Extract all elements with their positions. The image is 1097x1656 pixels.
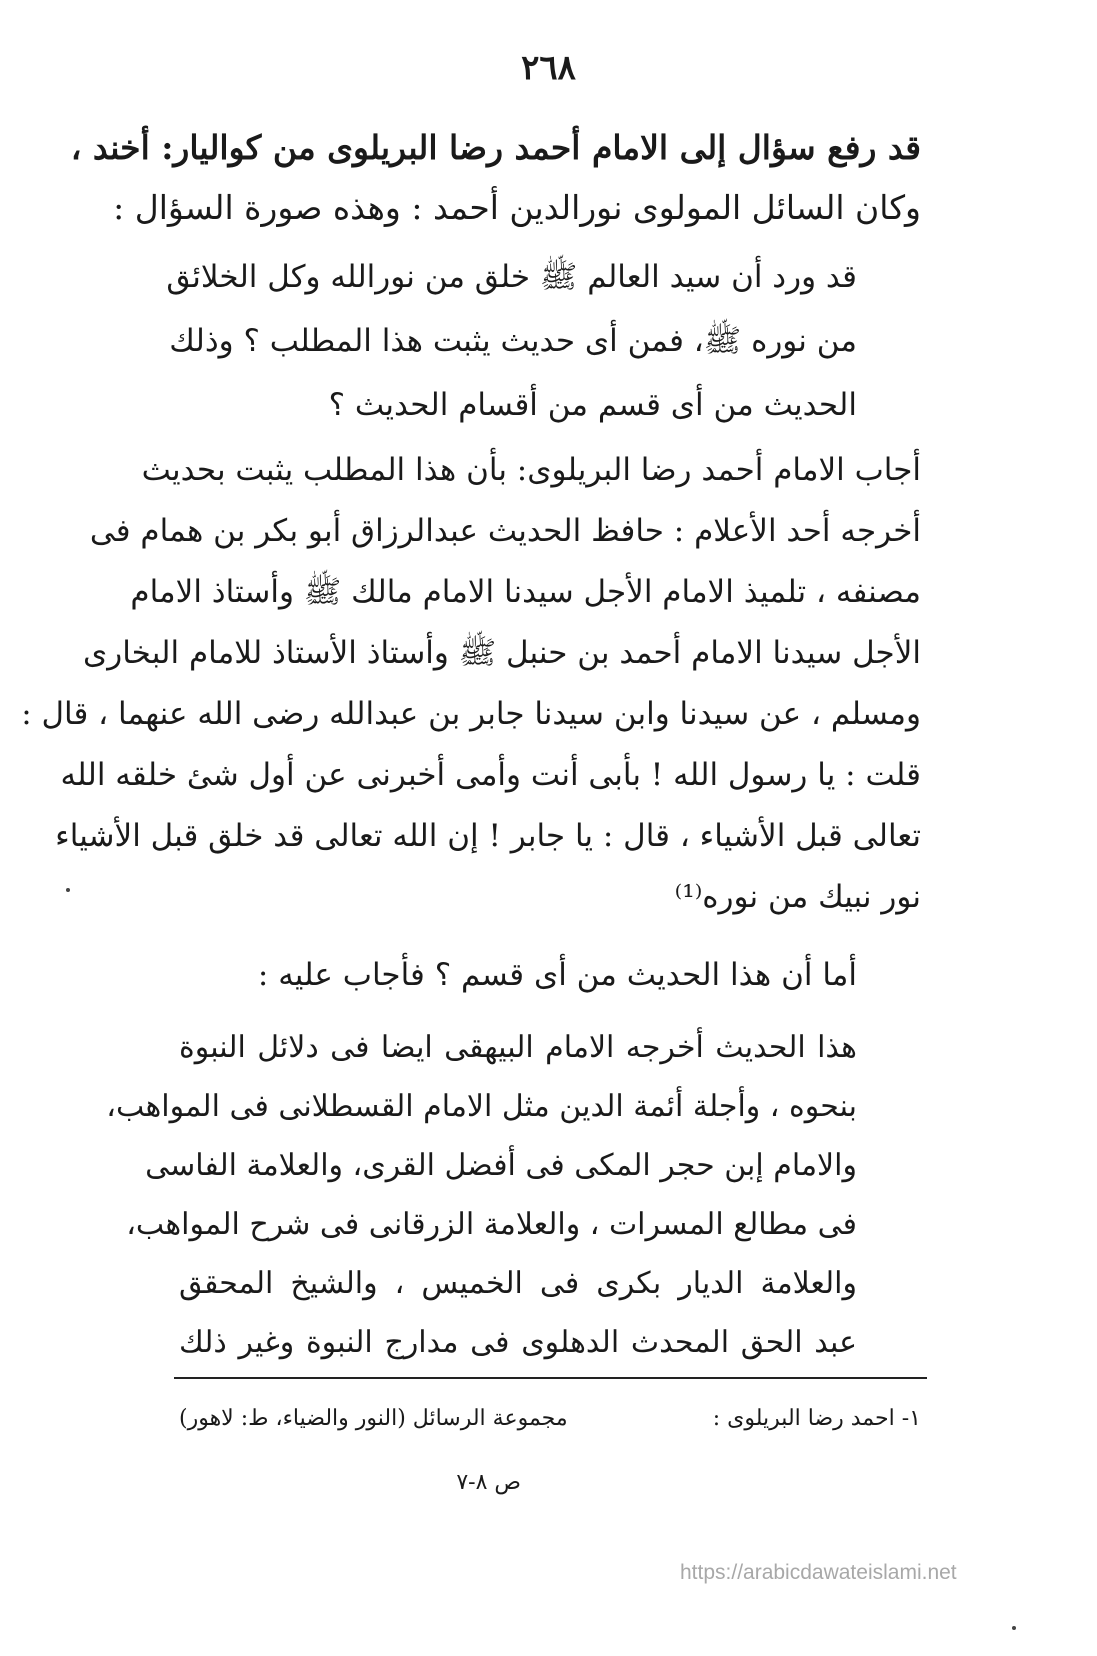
- text-line: والعلامة الديار بكرى فى الخميس ، والشيخ المحقق: [179, 1266, 857, 1301]
- watermark-url: https://arabicdawateislami.net: [680, 1561, 957, 1584]
- text-line: قد ورد أن سيد العالم ﷺ خلق من نورالله وكل الخلائق: [166, 259, 857, 295]
- text-line: وكان السائل المولوى نورالدين أحمد : وهذه صورة السؤال :: [113, 188, 921, 227]
- text-line: تعالى قبل الأشياء ، قال : يا جابر ! إن الله تعالى قد خلق قبل الأشياء: [55, 818, 921, 854]
- footnote-divider: [174, 1377, 927, 1379]
- text-line: نور نبيك من نوره⁽¹⁾: [674, 879, 921, 915]
- page-number: ٢٦٨: [521, 48, 576, 88]
- footnote-source: مجموعة الرسائل (النور والضياء، ط: لاهور): [179, 1406, 568, 1431]
- answer-quote: [106, 1018, 857, 1372]
- footnote-author: احمد رضا البريلوى :: [712, 1406, 895, 1431]
- text-line: الحديث من أى قسم من أقسام الحديث ؟: [328, 387, 857, 423]
- text-line: والامام إبن حجر المكى فى أفضل القرى، والعلامة الفاسى: [145, 1148, 857, 1183]
- footnote-reference: [713, 1402, 921, 1436]
- text-line: أخرجه أحد الأعلام : حافظ الحديث عبدالرزاق أبو بكر بن همام فى: [89, 513, 921, 549]
- footnote-row: [179, 1402, 921, 1436]
- text-line: فى مطالع المسرات ، والعلامة الزرقانى فى شرح المواهب،: [126, 1207, 857, 1242]
- footnote-pages: ص ٨-٧: [456, 1470, 521, 1495]
- text-line: مصنفه ، تلميذ الامام الأجل سيدنا الامام مالك ﷺ وأستاذ الامام: [130, 574, 921, 610]
- footnote: [179, 1402, 921, 1436]
- text-line: الأجل سيدنا الامام أحمد بن حنبل ﷺ وأستاذ الأستاذ للامام البخارى: [83, 635, 921, 671]
- question-quote: [166, 245, 857, 437]
- text-line: ومسلم ، عن سيدنا وابن سيدنا جابر بن عبدالله رضى الله عنهما ، قال :: [21, 696, 921, 732]
- answer-paragraph: [21, 440, 921, 928]
- text-line: من نوره ﷺ، فمن أى حديث يثبت هذا المطلب ؟ وذلك: [169, 323, 857, 359]
- scan-speck: [66, 888, 70, 892]
- text-line: بنحوه ، وأجلة أئمة الدين مثل الامام القسطلانى فى المواهب،: [106, 1089, 857, 1124]
- text-line: قلت : يا رسول الله ! بأبى أنت وأمى أخبرنى عن أول شئ خلقه الله: [60, 757, 921, 793]
- intro-paragraph: [70, 118, 921, 238]
- text-line: أجاب الامام أحمد رضا البريلوى: بأن هذا المطلب يثبت بحديث: [141, 452, 921, 488]
- footnote-marker: ١-: [901, 1406, 921, 1431]
- followup-question: أما أن هذا الحديث من أى قسم ؟ فأجاب عليه :: [257, 957, 857, 993]
- text-line: هذا الحديث أخرجه الامام البيهقى ايضا فى دلائل النبوة: [179, 1030, 857, 1065]
- text-line: قد رفع سؤال إلى الامام أحمد رضا البريلوى من كواليار: أخند ،: [70, 128, 921, 167]
- scan-speck: [1012, 1626, 1016, 1630]
- text-line: عبد الحق المحدث الدهلوى فى مدارج النبوة وغير ذلك: [179, 1325, 857, 1360]
